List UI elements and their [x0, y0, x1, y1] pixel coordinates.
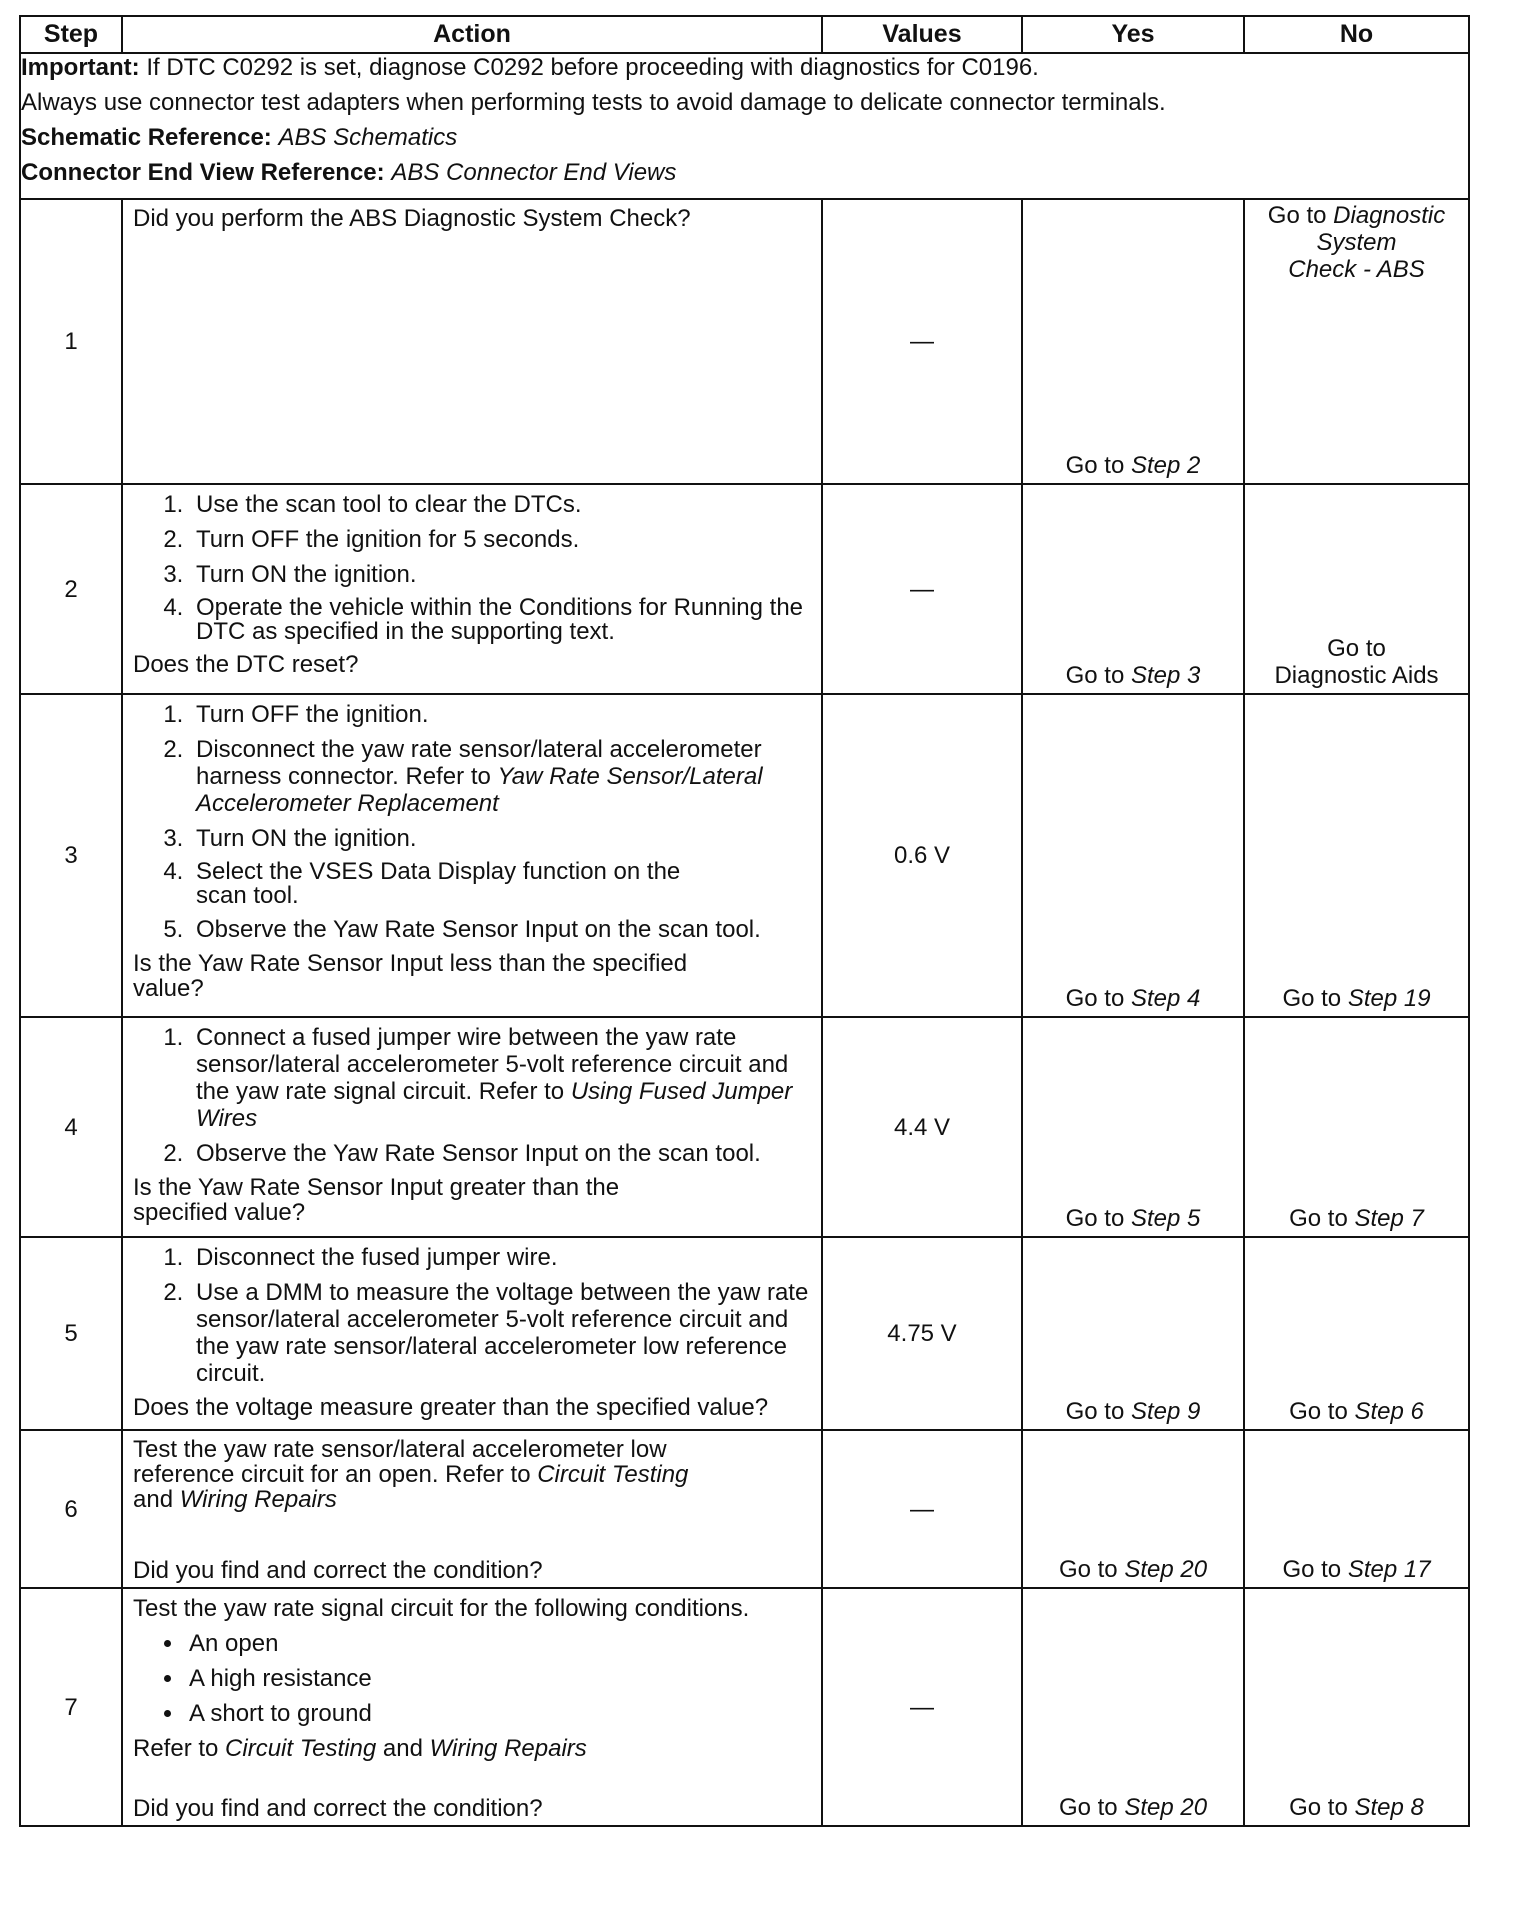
yes-cell: Go to Step 20 [1022, 1430, 1244, 1588]
no-cell: Go to Diagnostic System Check - ABS [1244, 199, 1469, 484]
yes-cell: Go to Step 4 [1022, 694, 1244, 1017]
no-cell: Go to Step 17 [1244, 1430, 1469, 1588]
step-number: 1 [20, 199, 122, 484]
step-number: 6 [20, 1430, 122, 1588]
header-step: Step [20, 16, 122, 53]
table-row [20, 1237, 1469, 1430]
no-cell: Go to Step 19 [1244, 694, 1469, 1017]
step-number: 3 [20, 694, 122, 1017]
action-cell: 1. Use the scan tool to clear the DTCs. 2. Turn OFF the ignition for 5 seconds. 3. Turn ON the ignition. 4. Operate the vehicle within the Conditions for Running the DTC as specified in the supporting text. Does the DTC reset? [122, 484, 822, 694]
no-cell: Go to Step 7 [1244, 1017, 1469, 1237]
action-cell: Test the yaw rate signal circuit for the following conditions. • An open • A high resistance • A short to ground Refer to Circuit Testing and Wiring Repairs Did you find and correct the condition? [122, 1588, 822, 1826]
value-cell: — [822, 199, 1022, 484]
table-row [20, 484, 1469, 694]
schematic-ref: ABS Schematics [278, 124, 458, 151]
table-row [20, 1430, 1469, 1588]
important-text2: Always use connector test adapters when performing tests to avoid damage to delicate connector terminals. [21, 89, 1166, 116]
action-cell: 1. Disconnect the fused jumper wire. 2. Use a DMM to measure the voltage between the yaw rate sensor/lateral accelerometer 5-volt reference circuit and the yaw rate sensor/lateral accelerometer low reference circuit. Does the voltage measure greater than the specified value? [122, 1237, 822, 1430]
yes-cell: Go to Step 5 [1022, 1017, 1244, 1237]
connector-ref: ABS Connector End Views [391, 159, 677, 186]
action-cell: Test the yaw rate sensor/lateral accelerometer low reference circuit for an open. Refer to Circuit Testing and Wiring Repairs Did you find and correct the condition? [122, 1430, 822, 1588]
yes-cell: Go to Step 9 [1022, 1237, 1244, 1430]
yes-cell: Go to Step 20 [1022, 1588, 1244, 1826]
diagnostic-table [19, 15, 1470, 1827]
yes-cell: Go to Step 2 [1022, 199, 1244, 484]
header-no: No [1244, 16, 1469, 53]
value-cell: 4.4 V [822, 1017, 1022, 1237]
step-number: 5 [20, 1237, 122, 1430]
step-number: 2 [20, 484, 122, 694]
value-cell: — [822, 1588, 1022, 1826]
important-text: If DTC C0292 is set, diagnose C0292 before proceeding with diagnostics for C0196. [146, 54, 1039, 81]
yes-cell: Go to Step 3 [1022, 484, 1244, 694]
value-cell: 4.75 V [822, 1237, 1022, 1430]
no-cell: Go to Step 6 [1244, 1237, 1469, 1430]
table-row [20, 199, 1469, 484]
action-cell: Did you perform the ABS Diagnostic System Check? [122, 199, 822, 484]
no-cell: Go to Diagnostic Aids [1244, 484, 1469, 694]
header-row [20, 16, 1469, 53]
header-yes: Yes [1022, 16, 1244, 53]
no-cell: Go to Step 8 [1244, 1588, 1469, 1826]
header-values: Values [822, 16, 1022, 53]
action-cell: 1. Turn OFF the ignition. 2. Disconnect the yaw rate sensor/lateral accelerometer harness connector. Refer to Yaw Rate Sensor/Lateral Accelerometer Replacement 3. Turn ON the ignition. 4. Select the VSES Data Display function on the scan tool. 5. Observe the Yaw Rate Sensor Input on the scan tool. Is the Yaw Rate Sensor Input less than the specified value? [122, 694, 822, 1017]
header-action: Action [122, 16, 822, 53]
table-row [20, 1588, 1469, 1826]
value-cell: 0.6 V [822, 694, 1022, 1017]
table-row [20, 694, 1469, 1017]
value-cell: — [822, 1430, 1022, 1588]
step-number: 7 [20, 1588, 122, 1826]
step-number: 4 [20, 1017, 122, 1237]
value-cell: — [822, 484, 1022, 694]
table-row [20, 1017, 1469, 1237]
important-notes: Important: If DTC C0292 is set, diagnose C0292 before proceeding with diagnostics for C0196. Always use connector test adapters when performing tests to avoid damage to delicate connector terminals. Schematic Reference: ABS Schematics Connector End View Reference: ABS Connector End Views [20, 53, 1469, 199]
action-cell: 1. Connect a fused jumper wire between the yaw rate sensor/lateral accelerometer 5-volt reference circuit and the yaw rate signal circuit. Refer to Using Fused Jumper Wires 2. Observe the Yaw Rate Sensor Input on the scan tool. Is the Yaw Rate Sensor Input greater than the specified value? [122, 1017, 822, 1237]
important-row [20, 53, 1469, 199]
